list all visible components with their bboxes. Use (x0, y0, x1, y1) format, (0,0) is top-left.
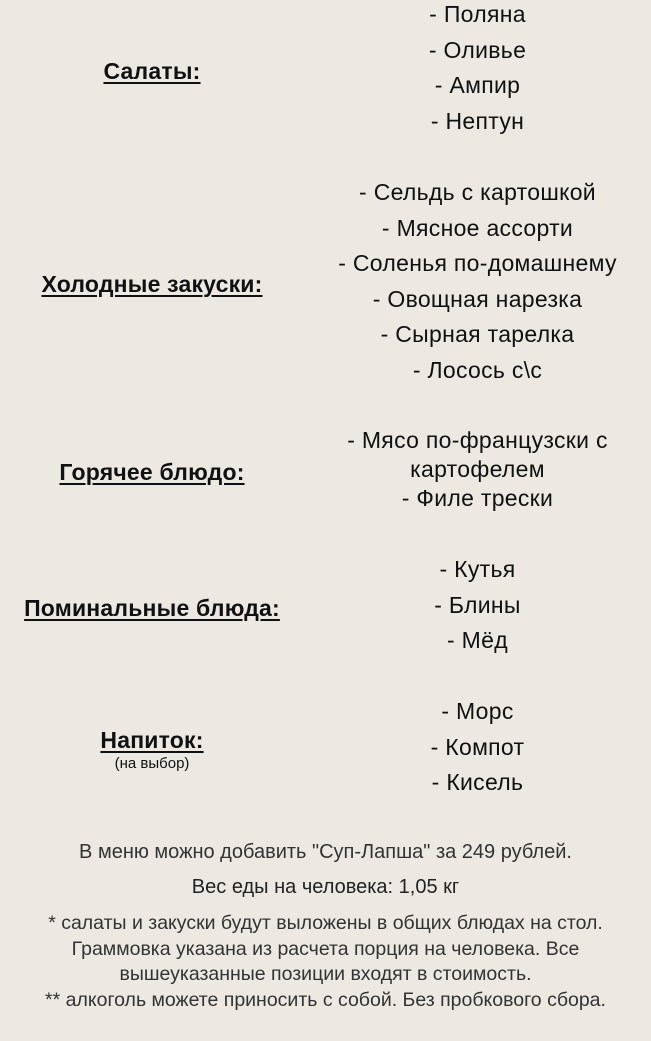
section-hot-items (304, 426, 651, 513)
menu-item: - Компот (430, 733, 525, 760)
section-title: Горячее блюдо: (59, 459, 245, 485)
section-memorial-items (304, 552, 651, 659)
menu-item: - Мясное ассорти (381, 214, 574, 241)
menu-item: - Сельдь с картошкой (359, 179, 596, 205)
menu-item: - Лосось с\с (412, 356, 543, 383)
section-title: Салаты: (103, 58, 201, 84)
section-salads-label-wrap (0, 58, 304, 85)
section-memorial-label-wrap (0, 595, 304, 622)
menu-item: - Блины (434, 591, 521, 618)
note-serving: * салаты и закуски будут выложены в общих блюдах на стол. Граммовка указана из расчета порция на человека. Все вышеуказанные позиции входят в стоимость. (48, 912, 603, 985)
note-alcohol: ** алкоголь можете приносить с собой. Без пробкового сбора. (45, 989, 606, 1011)
weight-per-person: Вес еды на человека: 1,05 кг (191, 876, 460, 898)
section-subtitle: (на выбор) (114, 755, 190, 772)
section-drinks-items (304, 694, 651, 801)
soup-offer: В меню можно добавить "Суп-Лапша" за 249 рублей. (79, 841, 572, 863)
section-title: Поминальные блюда: (24, 595, 280, 621)
menu-item: - Нептун (430, 107, 525, 134)
section-drinks-label-wrap (0, 727, 304, 772)
menu-item: - Мясо по-французски с картофелем (347, 427, 608, 482)
menu-item: - Оливье (428, 36, 527, 63)
section-cold-label-wrap (0, 271, 304, 298)
section-hot-label-wrap (0, 459, 304, 486)
section-title: Холодные закуски: (41, 271, 263, 297)
menu-item: - Овощная нарезка (372, 285, 583, 312)
menu-item: - Соленья по-домашнему (338, 250, 617, 276)
section-salads-items (304, 0, 651, 139)
menu-item: - Кисель (431, 769, 524, 795)
menu-item: - Мёд (447, 627, 508, 653)
section-cold-items (304, 175, 651, 388)
menu-item: - Поляна (429, 1, 526, 27)
menu-item: - Ампир (434, 72, 521, 98)
section-title: Напиток: (100, 727, 204, 753)
menu-item: - Сырная тарелка (380, 321, 575, 347)
menu-item: - Морс (441, 698, 514, 724)
menu-item: - Кутья (439, 556, 516, 582)
menu-item: - Филе трески (401, 485, 554, 511)
